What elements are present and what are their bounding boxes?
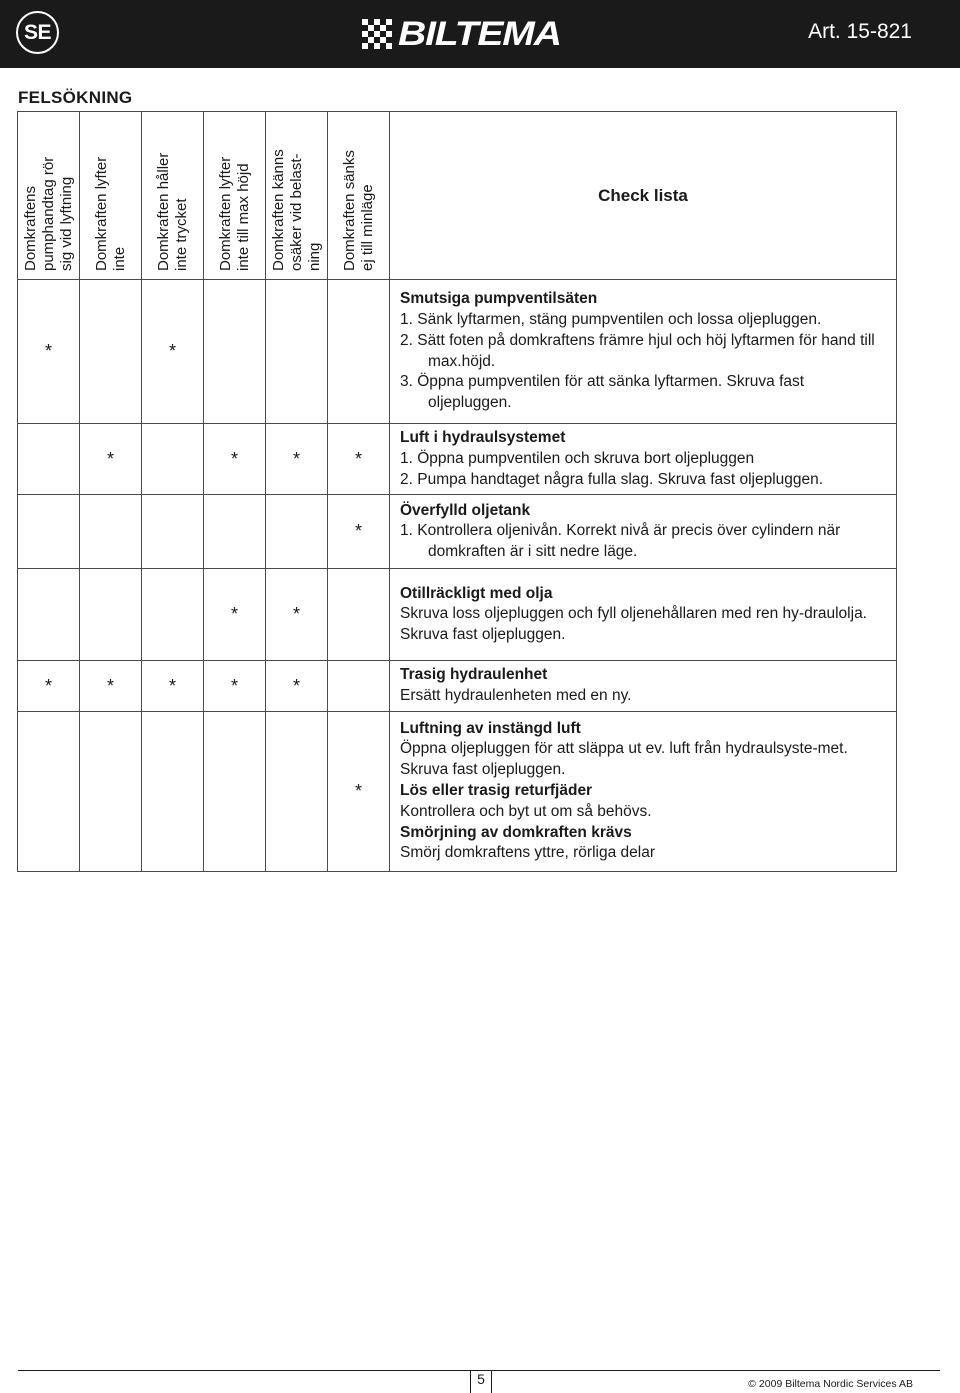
symptom-mark: * bbox=[292, 448, 300, 469]
symptom-mark-cell bbox=[80, 424, 142, 495]
symptom-mark-cell bbox=[266, 424, 328, 495]
symptom-mark-cell bbox=[18, 280, 80, 424]
symptom-mark: * bbox=[106, 675, 114, 696]
symptom-mark-cell bbox=[328, 661, 390, 712]
symptom-mark-cell bbox=[80, 495, 142, 569]
cause-title: Trasig hydraulenhet bbox=[400, 666, 548, 684]
symptom-mark-cell bbox=[266, 280, 328, 424]
symptom-mark-cell bbox=[18, 569, 80, 661]
article-number: Art. 15-821 bbox=[808, 20, 912, 43]
remedy-step: 2. Pumpa handtaget några fulla slag. Skruva fast oljepluggen. bbox=[400, 470, 824, 488]
symptom-mark-cell bbox=[18, 711, 80, 871]
symptom-mark: * bbox=[106, 448, 114, 469]
troubleshooting-table bbox=[17, 111, 897, 872]
symptom-mark-cell bbox=[328, 711, 390, 871]
symptom-mark: * bbox=[354, 448, 362, 469]
symptom-mark-cell bbox=[204, 280, 266, 424]
symptom-mark-cell bbox=[80, 280, 142, 424]
symptom-mark-cell bbox=[204, 661, 266, 712]
country-badge: SE bbox=[16, 11, 59, 54]
symptom-mark-cell bbox=[142, 280, 204, 424]
table-row bbox=[18, 711, 897, 871]
cause-title: Överfylld oljetank bbox=[400, 501, 531, 519]
remedy-step: 1. Sänk lyftarmen, stäng pumpventilen och lossa oljepluggen. bbox=[400, 310, 822, 328]
symptom-mark: * bbox=[230, 448, 238, 469]
checklist-item bbox=[390, 495, 897, 569]
symptom-mark-cell bbox=[204, 424, 266, 495]
cause-title: Luftning av instängd luft bbox=[400, 719, 581, 737]
remedy-text: Ersätt hydraulenheten med en ny. bbox=[400, 687, 632, 705]
table-row bbox=[18, 661, 897, 712]
section-title: FELSÖKNING bbox=[18, 88, 133, 107]
symptom-mark-cell bbox=[80, 711, 142, 871]
remedy-step: 2. Sätt foten på domkraftens främre hjul och höj lyftarmen för hand till max.höjd. bbox=[400, 331, 875, 370]
remedy-step: 3. Öppna pumpventilen för att sänka lyftarmen. Skruva fast oljepluggen. bbox=[400, 373, 805, 412]
symptom-header: Domkraften håller inte trycket bbox=[142, 112, 204, 280]
cause-title: Otillräckligt med olja bbox=[400, 584, 553, 602]
symptom-mark-cell bbox=[142, 711, 204, 871]
symptom-mark-cell bbox=[328, 280, 390, 424]
table-header-row bbox=[18, 112, 897, 280]
cause-title: Smutsiga pumpventilsäten bbox=[400, 290, 598, 308]
table-row bbox=[18, 569, 897, 661]
remedy-text: Skruva loss oljepluggen och fyll oljenehållaren med ren hy-draulolja. Skruva fast oljepluggen. bbox=[400, 605, 867, 644]
checklist-item bbox=[390, 711, 897, 871]
page-header bbox=[0, 0, 960, 68]
checkered-flag-icon bbox=[362, 19, 392, 49]
symptom-mark-cell bbox=[266, 495, 328, 569]
remedy-text: Smörj domkraftens yttre, rörliga delar bbox=[400, 844, 655, 862]
symptom-header: Domkraften sänks ej till minläge bbox=[328, 112, 390, 280]
symptom-mark-cell bbox=[142, 424, 204, 495]
symptom-mark: * bbox=[44, 341, 52, 361]
symptom-mark-cell bbox=[142, 495, 204, 569]
table-row bbox=[18, 495, 897, 569]
symptom-header: Domkraften känns osäker vid belast- ning bbox=[266, 112, 328, 280]
symptom-mark: * bbox=[292, 604, 300, 625]
symptom-mark-cell bbox=[18, 424, 80, 495]
symptom-header: Domkraftens pumphandtag rör sig vid lyftning bbox=[18, 112, 80, 280]
table-row bbox=[18, 280, 897, 424]
checklist-item bbox=[390, 661, 897, 712]
symptom-mark-cell bbox=[80, 661, 142, 712]
copyright: © 2009 Biltema Nordic Services AB bbox=[748, 1378, 913, 1390]
symptom-mark-cell bbox=[18, 661, 80, 712]
symptom-mark: * bbox=[354, 780, 362, 801]
brand-name: BILTEMA bbox=[398, 15, 561, 53]
symptom-mark: * bbox=[354, 521, 362, 542]
symptom-mark: * bbox=[44, 675, 52, 696]
symptom-mark-cell bbox=[80, 569, 142, 661]
symptom-mark-cell bbox=[204, 495, 266, 569]
symptom-mark: * bbox=[230, 675, 238, 696]
symptom-mark-cell bbox=[328, 569, 390, 661]
symptom-mark-cell bbox=[266, 711, 328, 871]
symptom-mark-cell bbox=[142, 569, 204, 661]
checklist-item bbox=[390, 569, 897, 661]
table-row bbox=[18, 424, 897, 495]
symptom-mark-cell bbox=[266, 569, 328, 661]
remedy-step: 1. Öppna pumpventilen och skruva bort oljepluggen bbox=[400, 449, 755, 467]
symptom-mark: * bbox=[168, 341, 176, 361]
symptom-mark: * bbox=[230, 604, 238, 625]
cause-title: Lös eller trasig returfjäder bbox=[400, 782, 593, 800]
page-number: 5 bbox=[470, 1371, 492, 1393]
symptom-mark-cell bbox=[204, 569, 266, 661]
symptom-mark-cell bbox=[142, 661, 204, 712]
symptom-mark: * bbox=[168, 675, 176, 696]
symptom-header: Domkraften lyfter inte bbox=[80, 112, 142, 280]
checklist-item bbox=[390, 280, 897, 424]
checklist-header: Check lista bbox=[390, 112, 897, 280]
biltema-logo bbox=[362, 14, 561, 54]
checklist-item bbox=[390, 424, 897, 495]
remedy-text: Kontrollera och byt ut om så behövs. bbox=[400, 802, 652, 820]
cause-title: Luft i hydraulsystemet bbox=[400, 429, 566, 446]
symptom-mark-cell bbox=[328, 424, 390, 495]
symptom-mark-cell bbox=[328, 495, 390, 569]
symptom-mark-cell bbox=[266, 661, 328, 712]
remedy-text: Öppna oljepluggen för att släppa ut ev. luft från hydraulsyste-met. Skruva fast oljepluggen. bbox=[400, 740, 848, 779]
symptom-header: Domkraften lyfter inte till max höjd bbox=[204, 112, 266, 280]
cause-title: Smörjning av domkraften krävs bbox=[400, 823, 632, 841]
remedy-step: 1. Kontrollera oljenivån. Korrekt nivå är precis över cylindern när domkraften är i sitt nedre läge. bbox=[400, 522, 841, 561]
symptom-mark: * bbox=[292, 675, 300, 696]
symptom-mark-cell bbox=[18, 495, 80, 569]
symptom-mark-cell bbox=[204, 711, 266, 871]
